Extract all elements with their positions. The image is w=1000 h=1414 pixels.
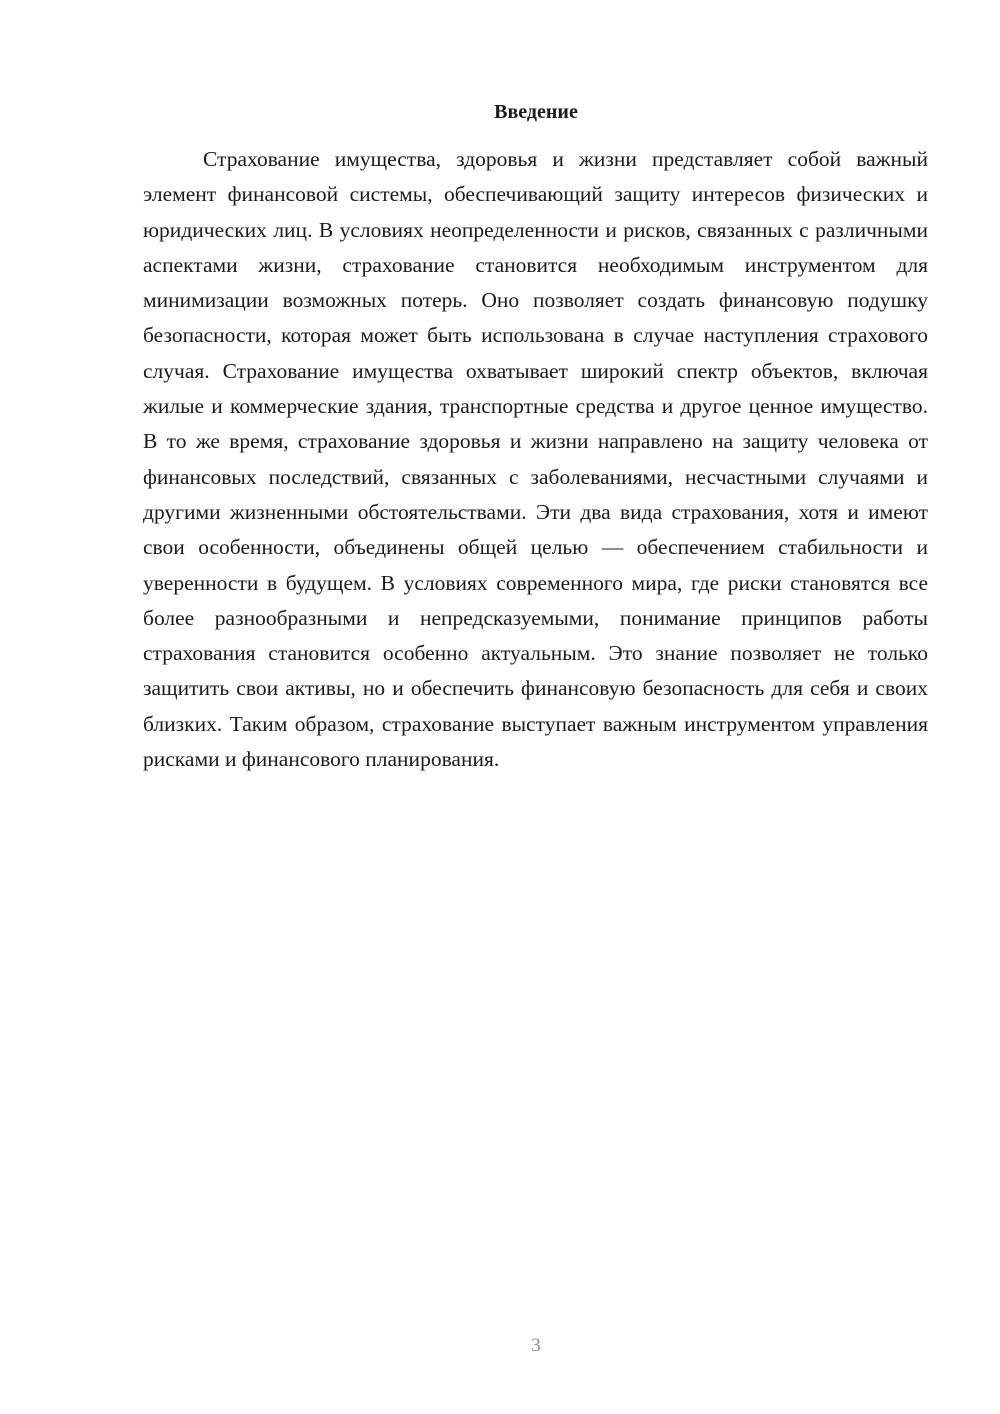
- intro-paragraph: Страхование имущества, здоровья и жизни представляет собой важный элемент финансовой системы, обеспечивающий защиту интересов физических и юридических лиц. В условиях неопределенности и рисков, связанных с различными аспектами жизни, страхование становится необходимым инструментом для минимизации возможных потерь. Оно позволяет создать финансовую подушку безопасности, которая может быть использована в случае наступления страхового случая. Страхование имущества охватывает широкий спектр объектов, включая жилые и коммерческие здания, транспортные средства и другое ценное имущество. В то же время, страхование здоровья и жизни направлено на защиту человека от финансовых последствий, связанных с заболеваниями, несчастными случаями и другими жизненными обстоятельствами. Эти два вида страхования, хотя и имеют свои особенности, объединены общей целью — обеспечением стабильности и уверенности в будущем. В условиях современного мира, где риски становятся все более разнообразными и непредсказуемыми, понимание принципов работы страхования становится особенно актуальным. Это знание позволяет не только защитить свои активы, но и обеспечить финансовую безопасность для себя и своих близких. Таким образом, страхование выступает важным инструментом управления рисками и финансового планирования.: [143, 147, 928, 772]
- page-number: 3: [531, 1335, 541, 1356]
- section-heading: Введение: [494, 101, 578, 123]
